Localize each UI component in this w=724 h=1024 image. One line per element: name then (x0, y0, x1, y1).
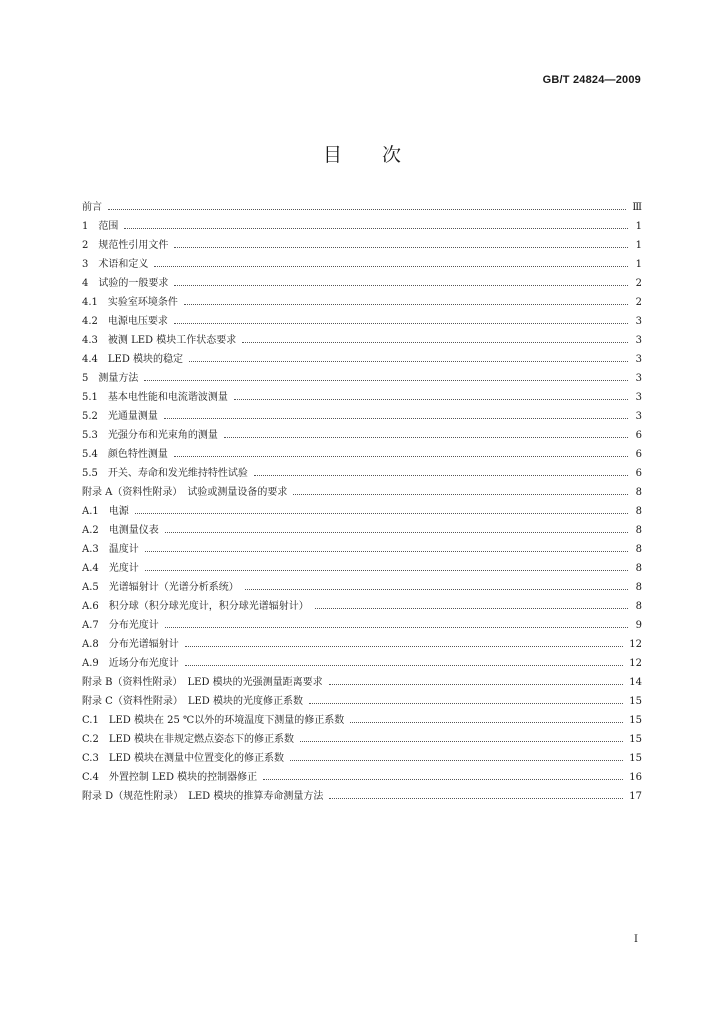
toc-entry-label: A.9 近场分布光度计 (82, 658, 179, 669)
toc-entry-label: A.5 光谱辐射计（光谱分析系统） (82, 582, 239, 593)
toc-entry-label: A.2 电测量仪表 (82, 525, 159, 536)
toc-dot-leader (124, 228, 628, 229)
toc-entry (82, 483, 642, 502)
toc-entry-label: C.3 LED 模块在测量中位置变化的修正系数 (82, 753, 284, 764)
toc-entry-page: 3 (635, 354, 642, 365)
toc-entry (82, 711, 642, 730)
toc-entry-page: 8 (635, 506, 642, 517)
toc-dot-leader (242, 342, 628, 343)
toc-entry-page: 15 (629, 715, 642, 726)
toc-entry-page: 8 (635, 563, 642, 574)
toc-entry (82, 787, 642, 806)
toc-dot-leader (315, 608, 628, 609)
toc-entry-page: Ⅲ (632, 202, 642, 213)
toc-entry (82, 369, 642, 388)
toc-dot-leader (174, 247, 628, 248)
toc-entry (82, 312, 642, 331)
toc-entry-page: 8 (635, 544, 642, 555)
toc-dot-leader (174, 323, 628, 324)
toc-entry (82, 502, 642, 521)
toc-entry-label: 附录 C（资料性附录） LED 模块的光度修正系数 (82, 696, 303, 707)
toc-entry (82, 293, 642, 312)
toc-entry-page: 2 (635, 297, 642, 308)
toc-entry (82, 388, 642, 407)
toc-entry-label: 5.1 基本电性能和电流谐波测量 (82, 392, 228, 403)
toc-entry-label: 1 范围 (82, 221, 119, 232)
toc-entry (82, 331, 642, 350)
toc-entry-label: A.6 积分球（积分球光度计，积分球光谱辐射计） (82, 601, 309, 612)
toc-entry-label: 附录 D（规范性附录） LED 模块的推算寿命测量方法 (82, 791, 324, 802)
toc-dot-leader (290, 760, 623, 761)
toc-dot-leader (184, 304, 628, 305)
toc-dot-leader (189, 361, 628, 362)
toc-entry (82, 464, 642, 483)
toc-entry-label: 附录 B（资料性附录） LED 模块的光强测量距离要求 (82, 677, 323, 688)
toc-entry-page: 3 (635, 411, 642, 422)
toc-entry-label: 5 测量方法 (82, 373, 139, 384)
toc-entry-label: C.4 外置控制 LED 模块的控制器修正 (82, 772, 258, 783)
toc-dot-leader (309, 703, 623, 704)
toc-entry (82, 350, 642, 369)
page-title: 目次 (322, 144, 441, 166)
toc-dot-leader (185, 665, 624, 666)
toc-entry-label: C.2 LED 模块在非规定燃点姿态下的修正系数 (82, 734, 294, 745)
toc-entry-page: 12 (629, 639, 642, 650)
toc-dot-leader (263, 779, 623, 780)
toc-entry-label: C.1 LED 模块在 25 ℃以外的环境温度下测量的修正系数 (82, 715, 345, 726)
toc-entry (82, 407, 642, 426)
toc-dot-leader (234, 399, 628, 400)
toc-dot-leader (108, 209, 626, 210)
toc-entry (82, 578, 642, 597)
toc-entry (82, 749, 642, 768)
page-number: I (634, 934, 638, 945)
toc-dot-leader (174, 456, 628, 457)
toc-entry (82, 540, 642, 559)
toc-dot-leader (174, 285, 628, 286)
toc-entry-page: 15 (629, 696, 642, 707)
toc-dot-leader (329, 798, 623, 799)
toc-entry-label: 5.5 开关、寿命和发光维持特性试验 (82, 468, 248, 479)
toc-dot-leader (224, 437, 628, 438)
toc-entry-page: 6 (635, 468, 642, 479)
toc-entry (82, 274, 642, 293)
toc-dot-leader (135, 513, 628, 514)
toc-entry (82, 521, 642, 540)
toc-entry-label: A.4 光度计 (82, 563, 139, 574)
toc-dot-leader (165, 532, 628, 533)
toc-entry-label: 3 术语和定义 (82, 259, 149, 270)
toc-dot-leader (293, 494, 628, 495)
toc-entry-page: 15 (629, 753, 642, 764)
toc-entry-label: A.7 分布光度计 (82, 620, 159, 631)
toc-entry-label: 2 规范性引用文件 (82, 240, 169, 251)
toc-entry-label: A.3 温度计 (82, 544, 139, 555)
toc-dot-leader (145, 570, 628, 571)
toc-entry-page: 3 (635, 335, 642, 346)
toc-dot-leader (185, 646, 624, 647)
toc-dot-leader (254, 475, 628, 476)
toc-entry-label: 4 试验的一般要求 (82, 278, 169, 289)
toc-dot-leader (145, 551, 628, 552)
toc-entry (82, 597, 642, 616)
toc-dot-leader (165, 627, 628, 628)
toc-entry-page: 2 (635, 278, 642, 289)
toc-entry (82, 217, 642, 236)
toc-entry (82, 445, 642, 464)
toc-entry (82, 692, 642, 711)
toc-entry-page: 1 (635, 221, 642, 232)
toc-entry-page: 16 (629, 772, 642, 783)
toc-entry-label: A.8 分布光谱辐射计 (82, 639, 179, 650)
toc-entry-page: 12 (629, 658, 642, 669)
toc-entry-label: 4.4 LED 模块的稳定 (82, 354, 184, 365)
toc-entry-label: 4.3 被测 LED 模块工作状态要求 (82, 335, 237, 346)
toc-entry-page: 1 (635, 240, 642, 251)
toc-entry (82, 559, 642, 578)
toc-entry-label: 5.4 颜色特性测量 (82, 449, 168, 460)
toc-dot-leader (329, 684, 624, 685)
toc-entry-label: 附录 A（资料性附录） 试验或测量设备的要求 (82, 487, 288, 498)
toc-entry-label: 4.2 电源电压要求 (82, 316, 168, 327)
toc-entry (82, 673, 642, 692)
toc-entry-label: A.1 电源 (82, 506, 129, 517)
toc-entry-label: 5.2 光通量测量 (82, 411, 158, 422)
toc-entry-page: 3 (635, 316, 642, 327)
toc-dot-leader (300, 741, 623, 742)
toc-entry-page: 17 (629, 791, 642, 802)
toc-entry-page: 8 (635, 582, 642, 593)
toc-entry-page: 15 (629, 734, 642, 745)
toc-entry (82, 236, 642, 255)
toc-entry (82, 426, 642, 445)
toc-dot-leader (350, 722, 623, 723)
toc-entry-page: 8 (635, 601, 642, 612)
table-of-contents (82, 198, 642, 806)
toc-entry-page: 6 (635, 449, 642, 460)
toc-entry (82, 616, 642, 635)
toc-entry (82, 255, 642, 274)
toc-dot-leader (245, 589, 628, 590)
toc-entry-page: 9 (635, 620, 642, 631)
toc-entry-page: 1 (635, 259, 642, 270)
toc-entry (82, 730, 642, 749)
toc-entry (82, 768, 642, 787)
toc-entry-page: 14 (629, 677, 642, 688)
toc-entry-page: 8 (635, 487, 642, 498)
toc-entry (82, 654, 642, 673)
toc-entry (82, 635, 642, 654)
toc-dot-leader (154, 266, 628, 267)
toc-dot-leader (164, 418, 628, 419)
toc-entry-label: 4.1 实验室环境条件 (82, 297, 178, 308)
toc-entry (82, 198, 642, 217)
toc-entry-page: 8 (635, 525, 642, 536)
toc-entry-label: 前言 (82, 202, 102, 213)
toc-entry-page: 3 (635, 392, 642, 403)
toc-entry-page: 3 (635, 373, 642, 384)
toc-entry-page: 6 (635, 430, 642, 441)
standard-code: GB/T 24824—2009 (542, 74, 641, 86)
toc-entry-label: 5.3 光强分布和光束角的测量 (82, 430, 218, 441)
toc-dot-leader (144, 380, 628, 381)
